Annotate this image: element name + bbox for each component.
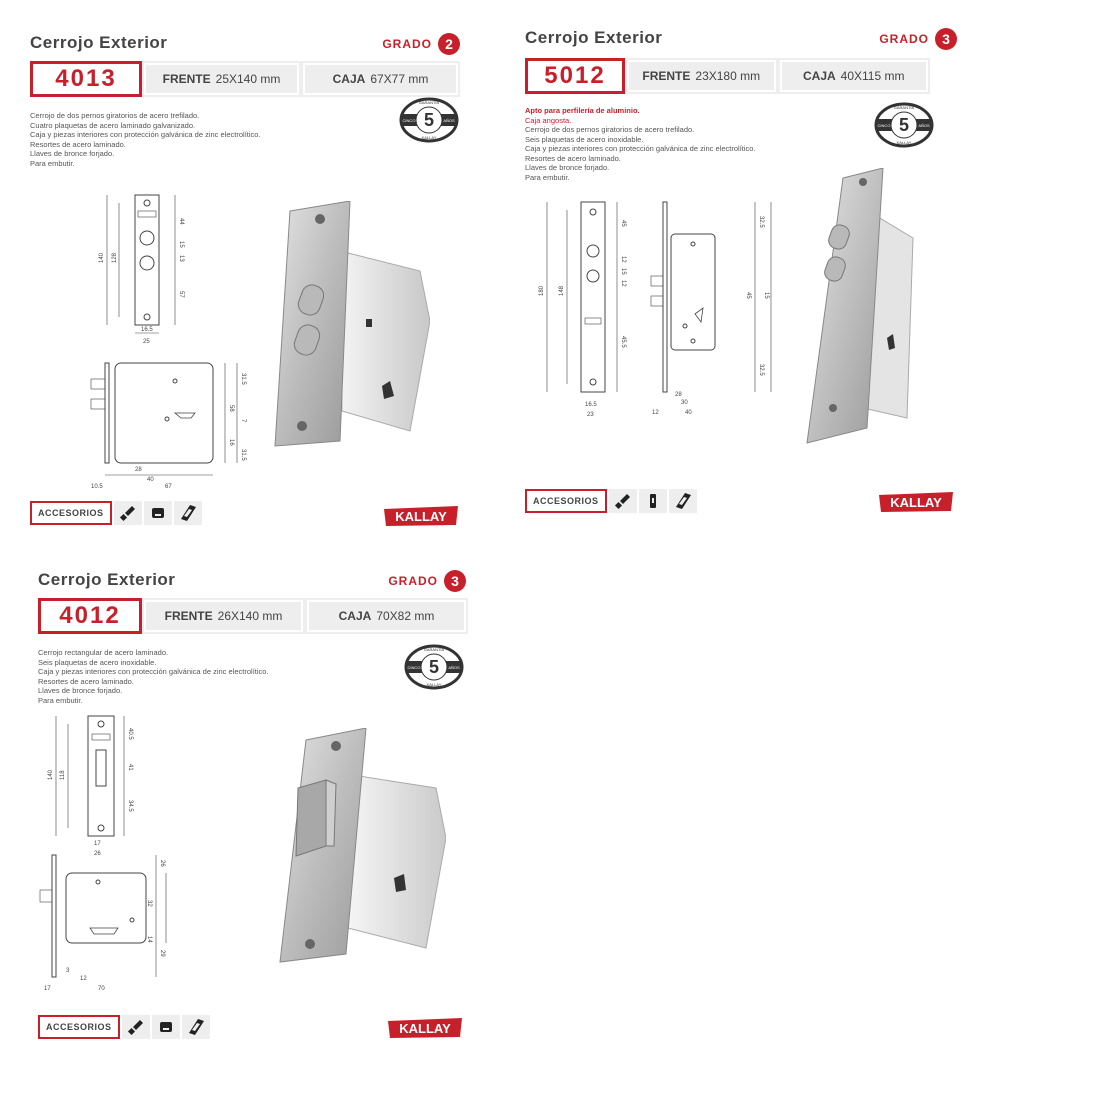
- dim-label: 40: [685, 410, 692, 416]
- dim-label: 14: [146, 936, 152, 943]
- desc-line: Para embutir.: [38, 695, 83, 705]
- description: [30, 111, 370, 168]
- dim-label: 7: [240, 419, 246, 423]
- warranty-badge-icon: [398, 95, 460, 145]
- dim-label: 58: [228, 405, 234, 412]
- desc-line: Llaves de bronce forjado.: [525, 163, 610, 172]
- badge-number: 5: [423, 110, 435, 130]
- desc-line: Seis plaquetas de acero inoxidable.: [38, 657, 157, 667]
- spec-bar: [525, 58, 930, 94]
- dim-label: 28: [135, 467, 142, 473]
- badge-number: 5: [898, 115, 910, 135]
- frente-spec: [144, 63, 299, 95]
- dim-label: 12: [620, 280, 626, 287]
- desc-line: Caja y piezas interiores con protección galvánica de zinc electrolítico.: [30, 130, 261, 139]
- dim-label: 10.5: [91, 484, 103, 490]
- frente-label: FRENTE: [642, 69, 691, 83]
- caja-value: 70X82 mm: [376, 609, 435, 623]
- desc-line: Llaves de bronce forjado.: [38, 686, 123, 695]
- dim-label: 30: [681, 400, 688, 406]
- dim-label: 12: [652, 410, 659, 416]
- brand-text: KALLAY: [395, 509, 447, 524]
- desc-highlight: Apto para perfilería de aluminio.: [525, 106, 640, 115]
- dim-label: 45: [745, 292, 751, 299]
- caja-spec: [307, 600, 466, 632]
- grado-label: GRADO: [388, 574, 438, 588]
- dim-label: 70: [98, 986, 105, 992]
- dim-label: 28: [675, 392, 682, 398]
- badge-number: 5: [428, 657, 440, 677]
- dim-label: 26: [94, 851, 101, 857]
- desc-line: Seis plaquetas de acero inoxidable.: [525, 134, 644, 144]
- frente-value: 23X180 mm: [695, 69, 761, 83]
- lock-photo: [803, 168, 923, 448]
- key-icon: [174, 501, 202, 525]
- dim-label: 31.5: [240, 449, 246, 461]
- card-title: Cerrojo Exterior: [38, 570, 176, 589]
- accessories-label: ACCESORIOS: [525, 489, 607, 513]
- badge-left-text: CINCO: [407, 665, 421, 670]
- dim-label: 180: [539, 285, 545, 296]
- desc-line: Caja y piezas interiores con protección galvánica de zinc electrolítico.: [525, 144, 756, 153]
- dim-label: 25: [143, 339, 150, 345]
- product-card-5012: [525, 28, 965, 523]
- accessories-label: ACCESORIOS: [30, 501, 112, 525]
- badge-top-text: GARANTÍA: [423, 647, 445, 652]
- dim-label: 67: [165, 484, 172, 490]
- dim-label: 45: [620, 220, 626, 227]
- spec-bar: [38, 598, 468, 634]
- technical-drawing: [85, 183, 255, 493]
- product-card-4013: [30, 33, 470, 533]
- badge-bottom-text: KALLAY: [426, 682, 442, 687]
- accessories-bar: [30, 501, 202, 525]
- desc-line: Cerrojo de dos pernos giratorios de acero trefilado.: [30, 111, 200, 120]
- dim-label: 41: [127, 764, 133, 771]
- model-number: 5012: [525, 58, 625, 94]
- dim-label: 57: [178, 291, 184, 298]
- desc-line: Cuatro plaquetas de acero laminado galvanizado.: [30, 120, 196, 130]
- dim-label: 34.5: [127, 800, 133, 812]
- strike-plate-icon: [152, 1015, 180, 1039]
- caja-label: CAJA: [338, 609, 372, 623]
- model-number: 4013: [30, 61, 142, 97]
- dim-label: 29: [159, 950, 165, 957]
- dim-label: 118: [60, 770, 66, 780]
- grado-value: 3: [935, 28, 957, 50]
- dim-label: 45.5: [620, 336, 626, 348]
- dim-label: 16.5: [141, 327, 153, 333]
- dim-label: 15: [763, 292, 769, 299]
- dim-label: 32.5: [758, 364, 764, 376]
- dim-label: 44: [178, 218, 184, 225]
- desc-line: Resortes de acero laminado.: [38, 676, 134, 686]
- accessories-label: ACCESORIOS: [38, 1015, 120, 1039]
- badge-top-text: GARANTÍA: [418, 100, 440, 105]
- dim-label: 3: [66, 968, 70, 974]
- card-title: Cerrojo Exterior: [525, 28, 663, 47]
- grado-indicator: [388, 570, 466, 592]
- dim-label: 17: [94, 841, 101, 847]
- kallay-logo: [382, 505, 460, 527]
- dim-label: 148: [559, 285, 565, 296]
- model-number: 4012: [38, 598, 142, 634]
- caja-spec: [303, 63, 458, 95]
- screwdriver-icon: [114, 501, 142, 525]
- badge-bottom-text: KALLAY: [896, 140, 912, 145]
- frente-spec: [144, 600, 303, 632]
- key-icon: [182, 1015, 210, 1039]
- kallay-logo: [877, 491, 955, 513]
- caja-value: 67X77 mm: [370, 72, 429, 86]
- badge-bottom-text: KALLAY: [421, 135, 437, 140]
- frente-value: 25X140 mm: [215, 72, 281, 86]
- spec-bar: [30, 61, 460, 97]
- badge-left-text: CINCO: [402, 118, 416, 123]
- dim-label: 15: [620, 268, 626, 275]
- screwdriver-icon: [609, 489, 637, 513]
- grado-indicator: [382, 33, 460, 55]
- accessories-bar: [38, 1015, 210, 1039]
- dim-label: 140: [99, 252, 105, 263]
- dim-label: 140: [48, 769, 54, 780]
- lock-photo: [270, 201, 430, 451]
- desc-line: Resortes de acero laminado.: [30, 139, 126, 149]
- strike-plate-icon: [639, 489, 667, 513]
- dim-label: 31.5: [240, 373, 246, 385]
- key-icon: [669, 489, 697, 513]
- badge-right-text: AÑOS: [918, 123, 930, 128]
- caja-label: CAJA: [332, 72, 366, 86]
- badge-left-text: CINCO: [877, 123, 891, 128]
- dim-label: 23: [587, 412, 594, 418]
- description: [38, 648, 378, 705]
- strike-plate-icon: [144, 501, 172, 525]
- grado-value: 3: [444, 570, 466, 592]
- kallay-logo: [386, 1017, 464, 1039]
- technical-drawing: [525, 196, 785, 418]
- dim-label: 12: [80, 976, 87, 982]
- lock-photo: [276, 728, 446, 968]
- caja-label: CAJA: [803, 69, 836, 83]
- dim-label: 32: [146, 900, 152, 907]
- desc-line: Para embutir.: [30, 158, 75, 168]
- dim-label: 128: [112, 252, 118, 263]
- warranty-badge-icon: [403, 642, 465, 692]
- grado-value: 2: [438, 33, 460, 55]
- desc-line: Caja y piezas interiores con protección galvánica de zinc electrolítico.: [38, 667, 269, 676]
- caja-value: 40X115 mm: [840, 69, 905, 83]
- dim-label: 12: [620, 256, 626, 263]
- desc-line: Llaves de bronce forjado.: [30, 149, 115, 158]
- card-title: Cerrojo Exterior: [30, 33, 168, 52]
- frente-label: FRENTE: [162, 72, 211, 86]
- desc-line: Resortes de acero laminado.: [525, 153, 621, 163]
- dim-label: 16.5: [585, 402, 597, 408]
- desc-highlight: Caja angosta.: [525, 115, 572, 125]
- dim-label: 17: [44, 986, 51, 992]
- dim-label: 16: [228, 439, 234, 446]
- frente-value: 26X140 mm: [217, 609, 283, 623]
- badge-top-text: GARANTÍA: [893, 105, 915, 110]
- grado-label: GRADO: [879, 32, 929, 46]
- screwdriver-icon: [122, 1015, 150, 1039]
- brand-text: KALLAY: [890, 495, 942, 510]
- caja-spec: [780, 60, 929, 92]
- frente-label: FRENTE: [164, 609, 213, 623]
- desc-line: Cerrojo de dos pernos giratorios de acero trefilado.: [525, 125, 695, 134]
- grado-label: GRADO: [382, 37, 432, 51]
- warranty-badge-icon: [873, 100, 935, 150]
- accessories-bar: [525, 489, 697, 513]
- dim-label: 40.5: [127, 728, 133, 740]
- desc-line: Cerrojo rectangular de acero laminado.: [38, 648, 169, 657]
- dim-label: 40: [147, 477, 154, 483]
- badge-right-text: AÑOS: [448, 665, 460, 670]
- frente-spec: [627, 60, 776, 92]
- dim-label: 15: [178, 241, 184, 248]
- desc-line: Para embutir.: [525, 172, 570, 182]
- product-card-4012: [38, 570, 478, 1070]
- brand-text: KALLAY: [399, 1021, 451, 1036]
- badge-right-text: AÑOS: [443, 118, 455, 123]
- grado-indicator: [879, 28, 957, 50]
- technical-drawing: [38, 710, 238, 995]
- dim-label: 26: [159, 860, 165, 867]
- dim-label: 32.5: [758, 216, 764, 228]
- dim-label: 13: [178, 255, 184, 262]
